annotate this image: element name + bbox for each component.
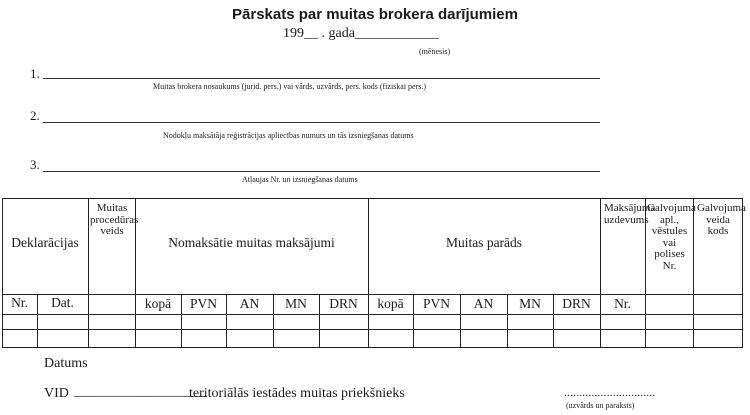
year-line: 199__ . gada____________ bbox=[283, 26, 439, 41]
authority-label: teritoriālās iestādes muitas priekšnieks bbox=[189, 386, 405, 401]
date-label: Datums bbox=[44, 356, 88, 371]
subheader-debt-an: AN bbox=[473, 296, 494, 311]
subheader-unpaid-total: kopā bbox=[144, 296, 172, 311]
document-title: Pārskats par muitas brokera darījumiem bbox=[232, 6, 518, 23]
field-1-line bbox=[43, 78, 600, 79]
col-line-debt bbox=[600, 198, 601, 348]
table-subheader-line bbox=[2, 294, 743, 295]
field-1-number: 1. bbox=[30, 66, 40, 81]
subheader-debt-mn: MN bbox=[519, 296, 541, 311]
field-3-number: 3. bbox=[30, 157, 40, 172]
signature-line: .............................. bbox=[564, 387, 656, 399]
col-line-decl bbox=[88, 198, 89, 348]
col-line-guarantee bbox=[693, 198, 694, 348]
header-debt: Muitas parāds bbox=[445, 235, 523, 250]
header-payment-doc: Maksājuma uzdevums bbox=[604, 202, 656, 226]
signature-caption: (uzvārds un paraksts) bbox=[566, 401, 635, 410]
subheader-debt-pvn: PVN bbox=[422, 296, 450, 311]
field-2-line bbox=[43, 122, 600, 123]
vid-label: VID bbox=[44, 386, 69, 401]
col-line-unpaid bbox=[368, 198, 369, 348]
subheader-nr: Nr. bbox=[11, 295, 28, 310]
field-3-caption: Atļaujas Nr. un izsniegšanas datums bbox=[242, 175, 358, 184]
subheader-unpaid-an: AN bbox=[239, 296, 260, 311]
field-1-caption: Muitas brokera nosaukums (jurid. pers.) vai vārds, uzvārds, pers. kods (fiziskai pers.) bbox=[153, 82, 427, 91]
subheader-debt-drn: DRN bbox=[562, 296, 591, 311]
subheader-unpaid-pvn: PVN bbox=[189, 296, 217, 311]
header-guarantee: Galvojuma apl., vēstules vai polises Nr. bbox=[647, 202, 696, 272]
header-guarantee-type: Galvojuma veida kods bbox=[697, 202, 746, 238]
field-2-caption: Nodokļu maksātāja reģistrācijas apliecības numurs un tās izsniegšanas datums bbox=[163, 131, 414, 140]
header-declarations: Deklarācijas bbox=[11, 235, 79, 250]
table-row-line-2 bbox=[2, 329, 743, 330]
month-caption: (mēnesis) bbox=[419, 47, 451, 56]
subheader-unpaid-drn: DRN bbox=[329, 296, 358, 311]
table-row-line-1 bbox=[2, 314, 743, 315]
field-3-line bbox=[43, 171, 600, 172]
subheader-unpaid-mn: MN bbox=[285, 296, 307, 311]
subheader-payment-nr: Nr. bbox=[614, 296, 631, 311]
header-procedure: Muitas procedūras veids bbox=[90, 202, 139, 238]
vid-blank-line: ___________________ bbox=[74, 384, 207, 399]
field-2-number: 2. bbox=[30, 108, 40, 123]
header-unpaid: Nomaksātie muitas maksājumi bbox=[168, 235, 335, 250]
subheader-dat: Dat. bbox=[51, 295, 74, 310]
subheader-debt-total: kopā bbox=[377, 296, 404, 311]
